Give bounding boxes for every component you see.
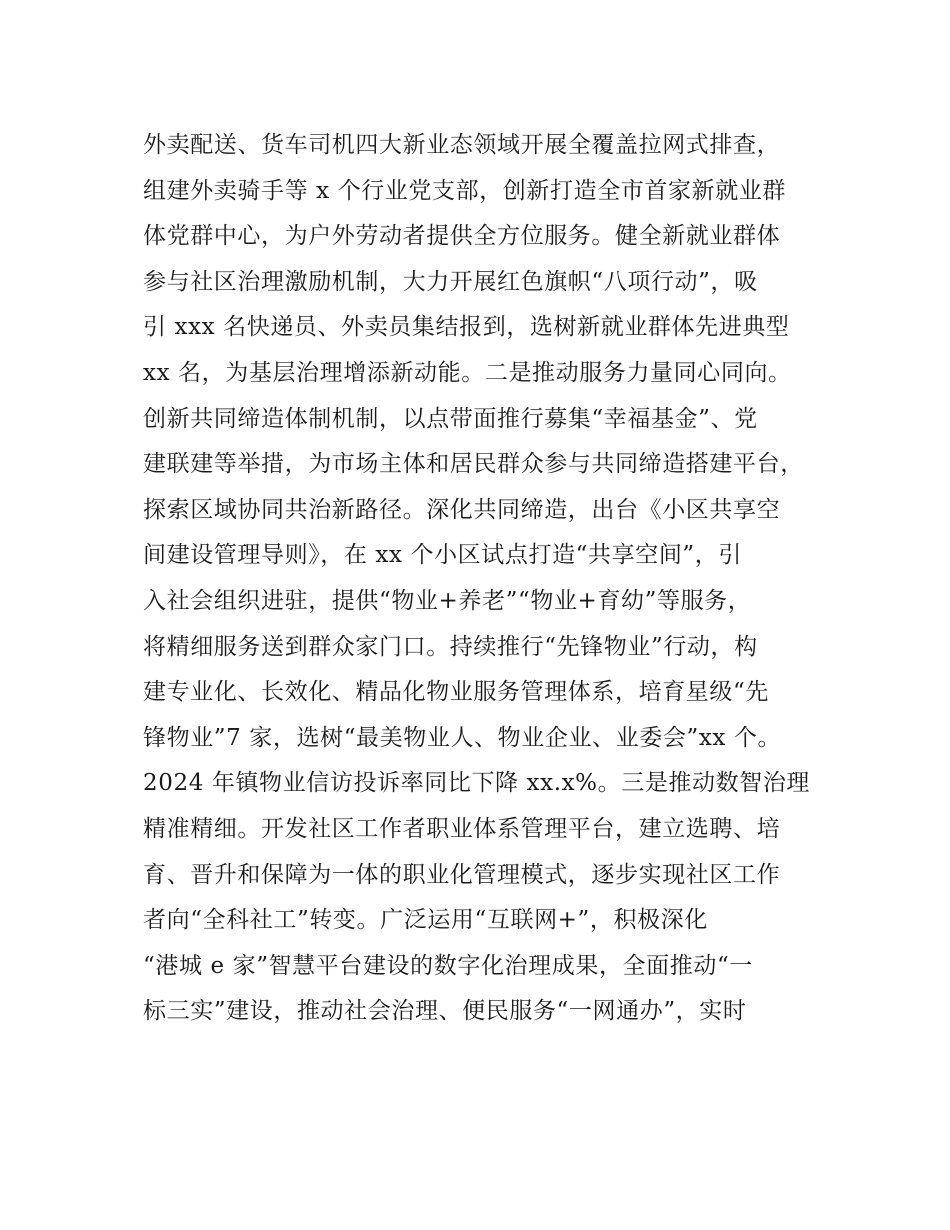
text-line: xx 名，为基层治理增添新动能。二是推动服务力量同心同向。: [143, 359, 792, 386]
text-line: 建联建等举措，为市场主体和居民群众参与共同缔造搭建平台，: [143, 451, 804, 478]
text-line: 体党群中心，为户外劳动者提供全方位服务。健全新就业群体: [143, 223, 781, 250]
text-line: 育、晋升和保障为一体的职业化管理模式，逐步实现社区工作: [143, 861, 781, 888]
text-line: 探索区域协同共治新路径。深化共同缔造，出台《小区共享空: [143, 496, 781, 523]
text-line: 参与社区治理激励机制，大力开展红色旗帜“八项行动”，吸: [143, 268, 758, 295]
text-line: 入社会组织进驻，提供“物业+养老”“物业+育幼”等服务，: [143, 587, 752, 614]
text-line: 2024 年镇物业信访投诉率同比下降 xx.x%。三是推动数智治理: [143, 770, 811, 797]
text-line: 组建外卖骑手等 x 个行业党支部，创新打造全市首家新就业群: [143, 177, 786, 204]
body-paragraph: [143, 123, 833, 1035]
text-line: 建专业化、长效化、精品化物业服务管理体系，培育星级“先: [143, 679, 769, 706]
text-line: 精准精细。开发社区工作者职业体系管理平台，建立选聘、培: [143, 815, 781, 842]
text-line: 锋物业”7 家，选树“最美物业人、物业企业、业委会”xx 个。: [143, 724, 782, 751]
text-line: 将精细服务送到群众家门口。持续推行“先锋物业”行动，构: [143, 633, 758, 660]
text-line: 引 xxx 名快递员、外卖员集结报到，选树新就业群体先进典型: [143, 314, 790, 341]
text-line: 标三实”建设，推动社会治理、便民服务“一网通办”，实时: [143, 998, 747, 1025]
text-line: 外卖配送、货车司机四大新业态领域开展全覆盖拉网式排查，: [143, 132, 781, 158]
text-line: 间建设管理导则》，在 xx 个小区试点打造“共享空间”，引: [143, 542, 742, 569]
text-line: 者向“全科社工”转变。广泛运用“互联网+”，积极深化: [143, 907, 708, 934]
text-line: 创新共同缔造体制机制，以点带面推行募集“幸福基金”、党: [143, 405, 758, 432]
text-line: “港城 e 家”智慧平台建设的数字化治理成果，全面推动“一: [143, 952, 753, 979]
